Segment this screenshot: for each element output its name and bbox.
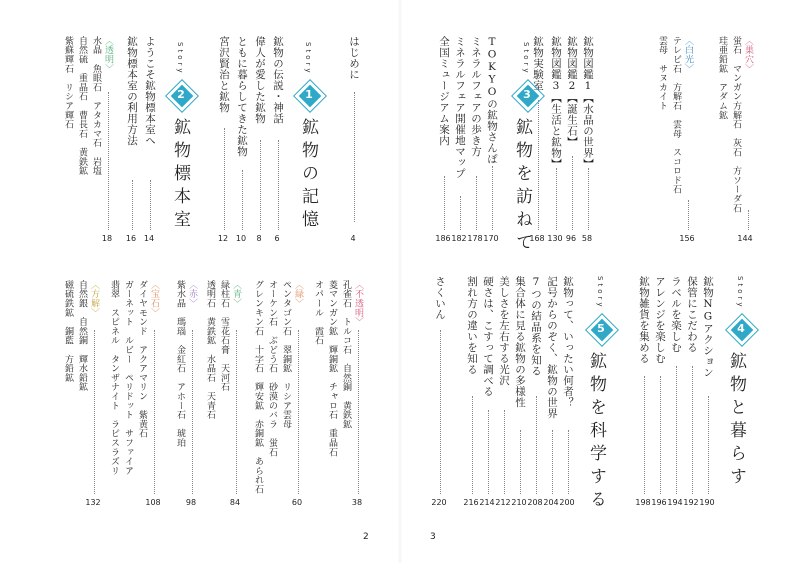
toc-page-number: 204 [543,498,559,507]
story-label: Story [736,276,744,310]
section-line: グレンキン石 十字石 輝安鉱 赤銅鉱 あられ石 [253,280,263,494]
toc-item-label[interactable]: ようこそ鉱物標本室へ [144,36,156,146]
toc-page-number: 4 [350,234,356,243]
leader-dots [358,330,359,494]
toc-item-label[interactable]: ともに暮らしてきた鉱物 [236,36,248,157]
leader-dots [708,396,709,494]
section-line: 緑柱石 雪花石膏 天河石 [219,280,229,392]
leader-dots [536,396,537,494]
toc-page-number: 168 [529,234,545,243]
toc-page-number: 182 [451,234,467,243]
leader-dots [552,430,553,494]
toc-item-label[interactable]: 鉱物標本室の利用方法 [126,36,138,146]
section-tag: 〈白光〉 [683,36,693,74]
toc-item-label[interactable]: 鉱物実験室 [532,36,544,91]
section-tag: 〈巣穴〉 [743,36,753,74]
toc-page-number: 38 [351,498,363,507]
section-line: 孔雀石 トルコ石 自然銅 黄鉄鉱 [341,280,351,429]
leader-dots [108,92,109,230]
toc-item-label[interactable]: 鉱物雑貨を集める [638,276,650,364]
section-tag: 〈緑〉 [293,280,303,308]
section-line: 翡翠 スピネル タンザナイト ラピスラズリ [109,280,119,476]
section-tag: 〈透明〉 [103,36,113,74]
story-title: 鉱物と暮らす [726,352,746,490]
section-line: 自然銀 自然銅 輝水鉛鉱 [77,280,87,392]
toc-page-number: 192 [683,498,699,507]
toc-page-number: 170 [483,234,499,243]
toc-page-number: 144 [737,234,753,243]
toc-item-label[interactable]: 硬さは、こすって調べる [482,276,494,397]
toc-page-number: 58 [581,234,593,243]
section-line: ダイヤモンド アクアマリン 紫黄石 [137,280,147,439]
section-tag: 〈赤〉 [187,280,197,308]
toc-page-number: 10 [235,234,247,243]
toc-page-number: 96 [565,234,577,243]
toc-page-number: 156 [679,234,695,243]
toc-item-label[interactable]: 記号からのぞく、鉱物の世界 [546,276,558,419]
section-line: ペンタゴン石 翠銅鉱 リシア雲母 [281,280,291,429]
leader-dots [472,396,473,494]
section-tag: 〈方解〉 [89,280,99,318]
section-line: 自然硫 重晶石 曹長石 黄鉄鉱 [77,36,87,176]
section-line: テレビ石 方解石 雲母 スコロド石 [671,36,681,195]
toc-page-number: 6 [274,234,280,243]
toc-page-number: 18 [101,234,113,243]
leader-dots [556,168,557,230]
section-line: 雲母 サヌカイト [657,36,667,111]
story-number: 3 [523,88,531,101]
toc-page-number: 132 [85,498,101,507]
leader-dots [676,366,677,494]
leader-dots [460,196,461,230]
toc-page-number: 220 [431,498,447,507]
toc-page-number: 194 [667,498,683,507]
leader-dots [568,430,569,494]
leader-dots [278,140,279,230]
section-line: ガーネット ルビー ペリドット サファイア [123,280,133,476]
leader-dots [150,180,151,230]
toc-page-number: 200 [559,498,575,507]
leader-dots [660,376,661,494]
toc-item-label[interactable]: 宮沢賢治と鉱物 [218,36,230,113]
toc-item-label[interactable]: ミネラルフェアの歩き方 [470,36,482,157]
toc-item-label[interactable]: 鉱物図鑑3【生活と鉱物】 [550,36,562,170]
leader-dots [504,410,505,494]
leader-dots [440,330,441,494]
story-title: 鉱物を科学する [586,352,606,513]
toc-item-label[interactable]: 全国ミュージアム案内 [438,36,450,146]
leader-dots [572,156,573,230]
section-line: 菱マンガン鉱 輝銅鉱 チャロ石 重晶石 [327,280,337,457]
right-page [400,0,800,563]
toc-page-number: 216 [463,498,479,507]
toc-page-number: 8 [256,234,262,243]
story-title: 鉱物を訪ねて [512,118,532,256]
leader-dots [444,176,445,230]
leader-dots [132,180,133,230]
toc-item-label[interactable]: 鉱物図鑑1【水晶の世界】 [582,36,594,170]
section-line: 透明石 黄鉄鉱 水晶石 天青石 [205,280,215,420]
story-number: 2 [177,88,185,101]
leader-dots [354,92,355,222]
section-line: 珪亜鉛鉱 アダム鉱 [717,36,727,120]
leader-dots [260,140,261,230]
story-title: 鉱物の記憶 [298,118,318,233]
toc-page-number: 214 [479,498,495,507]
toc-page-number: 130 [547,234,563,243]
leader-dots [644,376,645,494]
leader-dots [692,366,693,494]
toc-page-number: 186 [435,234,451,243]
toc-front-label[interactable]: はじめに [348,36,360,80]
leader-dots [298,330,299,494]
story-label: Story [522,42,530,76]
leader-dots [520,430,521,494]
leader-dots [476,176,477,230]
toc-page-number: 210 [511,498,527,507]
story-number: 5 [597,322,605,335]
story-title: 鉱物標本室 [170,118,190,233]
toc-item-label[interactable]: 美しさを左右する光沢 [498,276,510,386]
toc-item-label[interactable]: 偉人が愛した鉱物 [254,36,266,124]
toc-item-label[interactable]: 鉱物の伝説・神話 [272,36,284,124]
section-line: オーケン石 ぶどう石 砂漠のバラ 蛍石 [267,280,277,457]
toc-item-label[interactable]: 保管にこだわる [686,276,698,353]
section-tag: 〈不透明〉 [353,280,363,327]
section-line: オパール 霞石 [313,280,323,346]
leader-dots [488,410,489,494]
section-line: 蛍石 マンガン方解石 灰石 方ソーダ石 [731,36,741,213]
toc-page-number: 60 [291,498,303,507]
section-line: 磁硫鉄鉱 銅藍 方鉛鉱 [63,280,73,383]
toc-page-number: 16 [125,234,137,243]
toc-item-label[interactable]: TOKYOの鉱物さんぽ [486,36,498,165]
leader-dots [538,100,539,230]
toc-item-label[interactable]: 集合体に見る鉱物の多様性 [514,276,526,408]
story-label: Story [304,42,312,76]
toc-page-number: 98 [185,498,197,507]
leader-dots [224,128,225,230]
toc-item-label[interactable]: 鉱物図鑑2【誕生石】 [566,36,578,148]
section-tag: 〈青〉 [231,280,241,308]
section-line: 紫蘇輝石 リシア輝石 [63,36,73,129]
story-label: Story [596,276,604,310]
toc-page-number: 14 [143,234,155,243]
toc-page-number: 208 [527,498,543,507]
story-label: Story [176,42,184,76]
section-line: 水晶 魚眼石 アタカマ石 岩塩 [91,36,101,176]
leader-dots [236,330,237,494]
leader-dots [192,330,193,494]
toc-page-number: 190 [699,498,715,507]
toc-page-number: 84 [229,498,241,507]
toc-page-number: 212 [495,498,511,507]
page-folio: 3 [430,532,436,542]
leader-dots [154,330,155,494]
section-line: 紫水晶 瑪瑙 金紅石 アホー石 琥珀 [175,280,185,448]
leader-dots [492,166,493,230]
toc-item-label[interactable]: ラベルを楽しむ [670,276,682,353]
toc-item-label[interactable]: アレンジを楽しむ [654,276,666,364]
toc-page-number: 198 [635,498,651,507]
story-number: 4 [737,322,745,335]
toc-page-number: 12 [217,234,229,243]
leader-dots [688,200,689,230]
leader-dots [242,170,243,230]
toc-item-label[interactable]: 7つの結晶系を知る [530,276,542,377]
toc-page-number: 196 [651,498,667,507]
leader-dots [588,168,589,230]
toc-item-label[interactable]: 鉱物って、いったい何者？ [562,276,574,408]
section-tag: 〈宝石〉 [149,280,159,318]
leader-dots [748,210,749,230]
toc-page-number: 178 [467,234,483,243]
story-number: 1 [305,88,313,101]
toc-index-label[interactable]: さくいん [434,276,446,320]
toc-page-number: 108 [145,498,161,507]
leader-dots [94,330,95,494]
page-folio: 2 [363,532,369,542]
toc-item-label[interactable]: 割れ方の違いを知る [466,276,478,375]
toc-item-label[interactable]: ミネラルフェア開催地マップ [454,36,466,179]
toc-item-label[interactable]: 鉱物NGアクション [702,276,714,378]
